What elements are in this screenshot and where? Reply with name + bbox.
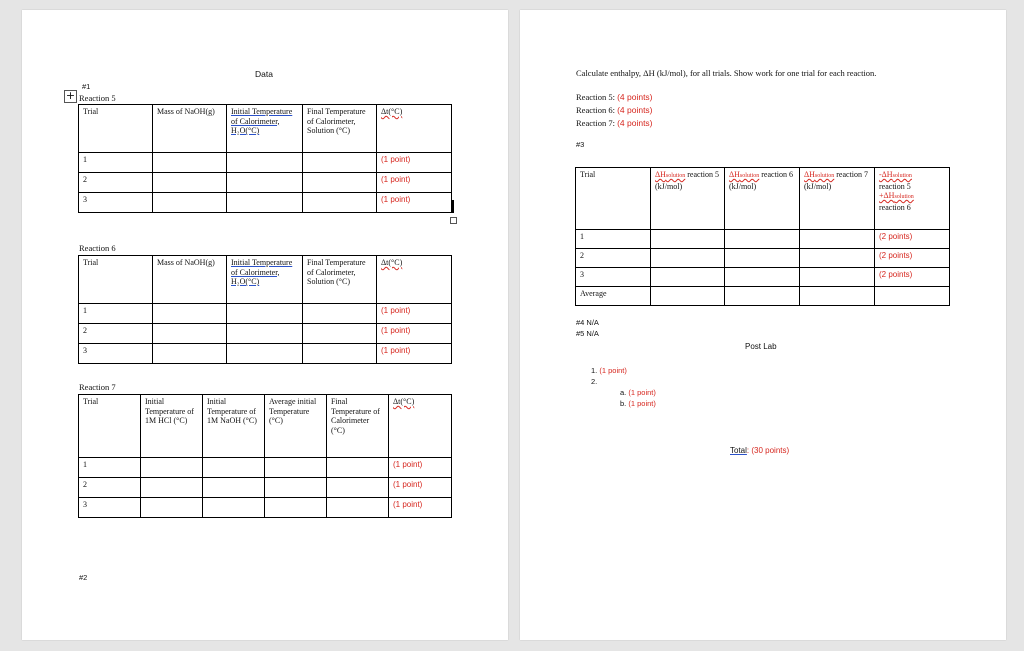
reaction-points-5 — [576, 92, 653, 102]
points-cell: (1 point) — [377, 344, 452, 364]
header-hess-combo — [875, 168, 950, 230]
dh-subscript: solution — [665, 173, 686, 179]
points-cell: (1 point) — [377, 324, 452, 344]
header-initial-temp — [227, 256, 303, 304]
table-cell: 1 — [79, 304, 153, 324]
header-mass: Mass of NaOH(g) — [153, 105, 227, 153]
reaction-points-6 — [576, 105, 653, 115]
header-final-temp: Final Temperature of Calorimeter (°C) — [327, 395, 389, 458]
question-2a-points: (1 point) — [628, 388, 656, 397]
question-1 — [591, 366, 627, 376]
reaction6-table — [78, 255, 452, 364]
reaction-points-label: Reaction 5: — [576, 92, 615, 102]
table-cell[interactable] — [153, 153, 227, 173]
reaction5-table — [78, 104, 452, 213]
dh-symbol: ΔH — [655, 170, 666, 179]
header-delta-t-text: Δt(°C) — [393, 397, 415, 406]
table-cell[interactable] — [725, 268, 800, 287]
hess-r6: reaction 6 — [879, 202, 911, 212]
header-final-temp: Final Temperature of Calorimeter, Solution (°C) — [303, 256, 377, 304]
dh-symbol: ΔH — [729, 170, 740, 179]
header-initial-temp-text: Initial Temperature of Calorimeter, H₂O(°C) — [231, 107, 293, 135]
question-2b — [620, 399, 656, 409]
question-2b-points: (1 point) — [628, 399, 656, 408]
table-cell[interactable] — [265, 478, 327, 498]
question-1-number: 1. — [591, 366, 598, 375]
reaction-points-7 — [576, 118, 653, 128]
table-cell: 3 — [576, 268, 651, 287]
table-cell[interactable] — [227, 304, 303, 324]
total-value: : (30 points) — [746, 446, 790, 455]
reaction-points-value: (4 points) — [617, 92, 653, 102]
table-cell[interactable] — [651, 287, 725, 306]
table-cell[interactable] — [327, 498, 389, 518]
table-cell[interactable] — [725, 249, 800, 268]
table-cell[interactable] — [327, 458, 389, 478]
points-cell: (1 point) — [377, 193, 452, 213]
pos-dh: +ΔH — [879, 191, 895, 200]
table-cell[interactable] — [651, 230, 725, 249]
points-cell — [875, 287, 950, 306]
reaction-points-value: (4 points) — [617, 118, 653, 128]
table-cell[interactable] — [227, 173, 303, 193]
points-cell: (1 point) — [389, 478, 452, 498]
total-label: Total — [730, 446, 747, 455]
table-cell[interactable] — [153, 304, 227, 324]
header-delta-t-text: Δt(°C) — [381, 258, 403, 267]
table-cell[interactable] — [141, 478, 203, 498]
page-title: Data — [255, 69, 273, 79]
section-3-label: #3 — [576, 140, 585, 149]
table-cell[interactable] — [203, 458, 265, 478]
table-cell[interactable] — [651, 268, 725, 287]
question-2a — [620, 388, 656, 398]
header-delta-t — [377, 105, 452, 153]
table-cell[interactable] — [203, 498, 265, 518]
question-1-points: (1 point) — [599, 366, 627, 375]
table-cell: 1 — [576, 230, 651, 249]
postlab-title: Post Lab — [745, 342, 777, 351]
table-cell[interactable] — [725, 287, 800, 306]
table-cell[interactable] — [303, 304, 377, 324]
points-cell: (2 points) — [875, 230, 950, 249]
table-cell: 3 — [79, 193, 153, 213]
table-cell[interactable] — [141, 498, 203, 518]
header-dh-reaction6 — [725, 168, 800, 230]
table-cell[interactable] — [141, 458, 203, 478]
dh-subscript: solution — [892, 173, 912, 179]
table-cell[interactable] — [227, 344, 303, 364]
header-dh-reaction5 — [651, 168, 725, 230]
dh-symbol: ΔH — [804, 170, 815, 179]
points-cell: (2 points) — [875, 268, 950, 287]
table-cell[interactable] — [153, 193, 227, 213]
table-cell[interactable] — [800, 268, 875, 287]
table-cell[interactable] — [327, 478, 389, 498]
section-1-label: #1 — [82, 82, 91, 91]
header-trial: Trial — [79, 395, 141, 458]
table-cell[interactable] — [303, 193, 377, 213]
table-cell[interactable] — [303, 324, 377, 344]
reaction5-label: Reaction 5 — [79, 93, 116, 103]
header-trial: Trial — [79, 105, 153, 153]
dh-reaction5-text: reaction 5 (kJ/mol) — [655, 170, 720, 191]
question-2b-label: b. — [620, 399, 627, 408]
table-cell[interactable] — [227, 193, 303, 213]
dh-subscript: solution — [894, 194, 914, 200]
header-average-initial: Average initial Temperature (°C) — [265, 395, 327, 458]
points-cell: (1 point) — [377, 304, 452, 324]
table-move-handle-icon[interactable]: + — [65, 89, 76, 102]
points-cell: (1 point) — [389, 458, 452, 478]
reaction-points-label: Reaction 6: — [576, 105, 615, 115]
table-cell: Average — [576, 287, 651, 306]
table-cell: 3 — [79, 498, 141, 518]
section-4-label: #4 N/A — [576, 318, 599, 327]
table-cell: 2 — [79, 173, 153, 193]
section-5-label: #5 N/A — [576, 329, 599, 338]
header-mass: Mass of NaOH(g) — [153, 256, 227, 304]
header-dh-reaction7 — [800, 168, 875, 230]
header-final-temp: Final Temperature of Calorimeter, Solution (°C) — [303, 105, 377, 153]
question-2a-label: a. — [620, 388, 627, 397]
table-cell: 2 — [576, 249, 651, 268]
reaction7-table — [78, 394, 452, 518]
dh-subscript: solution — [814, 173, 835, 179]
reaction7-label: Reaction 7 — [79, 382, 116, 392]
table-cell: 3 — [79, 344, 153, 364]
table-cell[interactable] — [227, 153, 303, 173]
table-cell[interactable] — [227, 324, 303, 344]
table-cell: 1 — [79, 458, 141, 478]
header-trial: Trial — [79, 256, 153, 304]
total-points — [730, 446, 789, 456]
table-cell[interactable] — [265, 458, 327, 478]
header-initial-naoh: Initial Temperature of 1M NaOH (°C) — [203, 395, 265, 458]
question-2-number: 2. — [591, 377, 598, 386]
points-cell: (2 points) — [875, 249, 950, 268]
reaction-points-value: (4 points) — [617, 105, 653, 115]
table-cell: 2 — [79, 478, 141, 498]
table-cell[interactable] — [303, 173, 377, 193]
header-delta-t — [389, 395, 452, 458]
section-2-label: #2 — [79, 573, 88, 582]
dh-subscript: solution — [739, 173, 760, 179]
reaction-points-label: Reaction 7: — [576, 118, 615, 128]
header-delta-t-text: Δt(°C) — [381, 107, 403, 116]
table-cell[interactable] — [203, 478, 265, 498]
table-resize-handle-icon[interactable] — [450, 217, 457, 224]
table-cell: 2 — [79, 324, 153, 344]
table-cell[interactable] — [303, 344, 377, 364]
points-cell: (1 point) — [377, 153, 452, 173]
table-cell[interactable] — [725, 230, 800, 249]
header-delta-t — [377, 256, 452, 304]
points-cell: (1 point) — [389, 498, 452, 518]
table-cell[interactable] — [800, 230, 875, 249]
table-cell[interactable] — [153, 344, 227, 364]
text-cursor — [452, 200, 454, 213]
dh-reaction6-text: reaction 6 (kJ/mol) — [729, 170, 794, 191]
table-cell[interactable] — [651, 249, 725, 268]
enthalpy-table — [575, 167, 950, 306]
dh-reaction7-text: reaction 7 (kJ/mol) — [804, 170, 869, 191]
table-cell[interactable] — [303, 153, 377, 173]
header-trial: Trial — [576, 168, 651, 230]
header-initial-temp-text: Initial Temperature of Calorimeter, H₂O(°C) — [231, 258, 293, 286]
enthalpy-instruction: Calculate enthalpy, ΔH (kJ/mol), for all trials. Show work for one trial for each reaction. — [576, 68, 877, 78]
table-cell: 1 — [79, 153, 153, 173]
table-cell[interactable] — [265, 498, 327, 518]
left-page — [22, 10, 508, 640]
hess-r5: reaction 5 — [879, 181, 911, 191]
table-cell[interactable] — [153, 173, 227, 193]
table-cell[interactable] — [800, 287, 875, 306]
table-cell[interactable] — [153, 324, 227, 344]
header-initial-hcl: Initial Temperature of 1M HCl (°C) — [141, 395, 203, 458]
right-page — [520, 10, 1006, 640]
header-initial-temp — [227, 105, 303, 153]
points-cell: (1 point) — [377, 173, 452, 193]
neg-dh: -ΔH — [879, 170, 893, 179]
table-cell[interactable] — [800, 249, 875, 268]
reaction6-label: Reaction 6 — [79, 243, 116, 253]
